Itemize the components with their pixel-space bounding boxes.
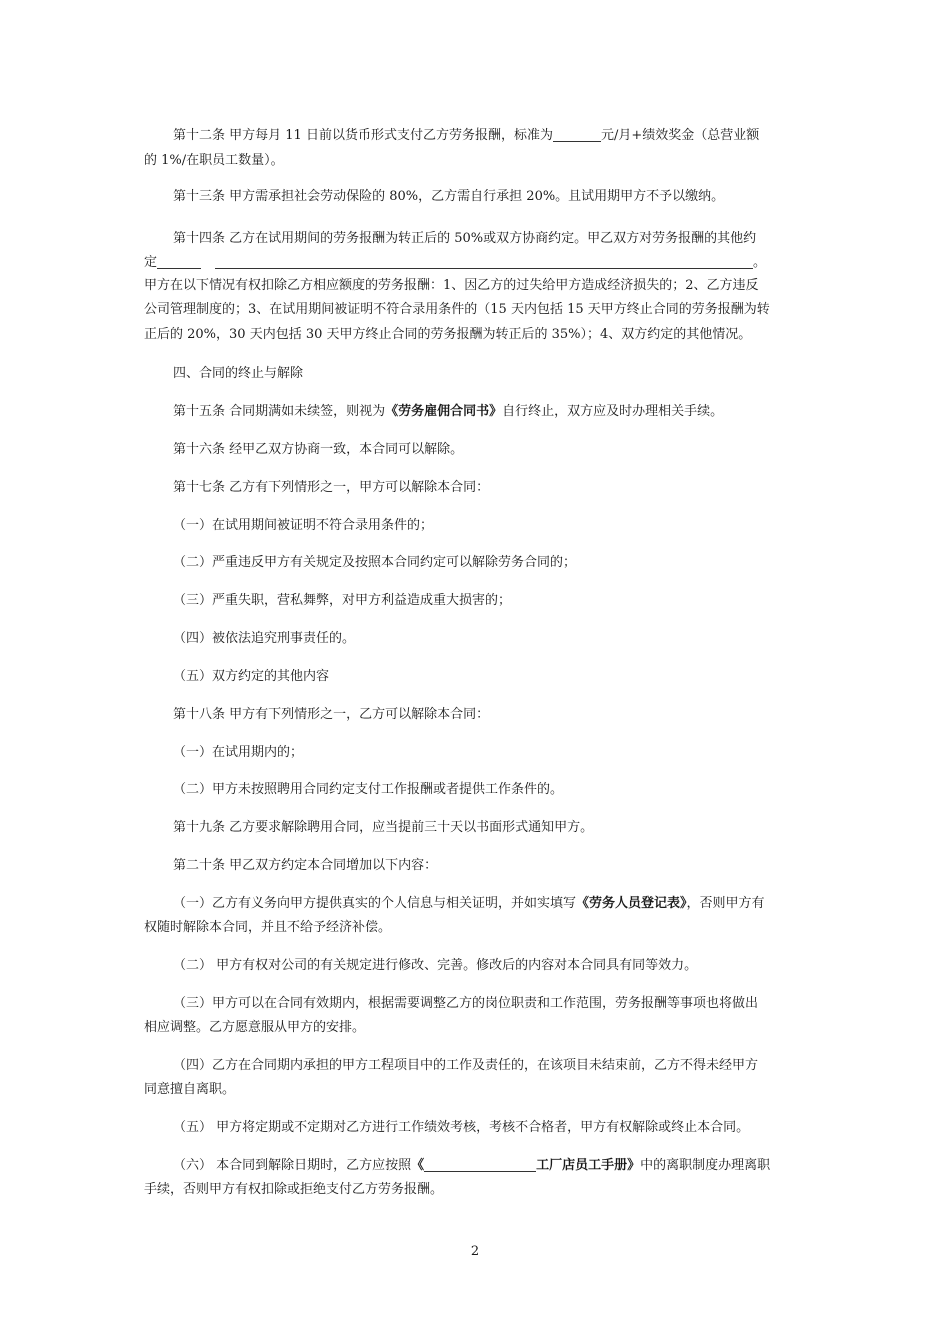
- article-20-item-6-line-2: 手续，否则甲方有权扣除或拒绝支付乙方劳务报酬。: [144, 1182, 444, 1197]
- section-4-heading: 四、合同的终止与解除: [173, 366, 304, 381]
- article-12-line-1: 第十二条 甲方每月 11 日前以货币形式支付乙方劳务报酬，标准为 元/月+绩效奖金（总营业额: [173, 128, 760, 143]
- article-20-item-5: （五） 甲方将定期或不定期对乙方进行工作绩效考核，考核不合格者，甲方有权解除或终止本合同。: [173, 1120, 750, 1135]
- article-20-item-1-line-2: 权随时解除本合同，并且不给予经济补偿。: [144, 920, 392, 935]
- article-20-item-3-line-2: 相应调整。乙方愿意服从甲方的安排。: [144, 1020, 366, 1035]
- article-20-item-2: （二） 甲方有权对公司的有关规定进行修改、完善。修改后的内容对本合同具有同等效力。: [173, 958, 698, 973]
- article-20-item-6-line-1: （六） 本合同到解除日期时，乙方应按照《 工厂店员工手册》中的离职制度办理离职: [173, 1158, 771, 1173]
- article-15: 第十五条 合同期满如未续签，则视为《劳务雇佣合同书》自行终止，双方应及时办理相关手续。: [173, 404, 724, 419]
- article-18-item-2: （二）甲方未按照聘用合同约定支付工作报酬或者提供工作条件的。: [173, 782, 564, 797]
- article-14-line-1: 第十四条 乙方在试用期间的劳务报酬为转正后的 50%或双方协商约定。甲乙双方对劳务报酬的其他约: [173, 231, 757, 246]
- article-13: 第十三条 甲方需承担社会劳动保险的 80%，乙方需自行承担 20%。且试用期甲方不予以缴纳。: [173, 189, 725, 204]
- article-14-line-2: 定 。: [144, 255, 767, 270]
- article-17-item-3: （三）严重失职，营私舞弊，对甲方利益造成重大损害的；: [173, 593, 512, 608]
- article-14-line-4: 公司管理制度的；3、在试用期间被证明不符合录用条件的（15 天内包括 15 天甲方终止合同的劳务报酬为转: [144, 302, 770, 317]
- article-18: 第十八条 甲方有下列情形之一，乙方可以解除本合同：: [173, 707, 490, 722]
- article-20-item-3-line-1: （三）甲方可以在合同有效期内，根据需要调整乙方的岗位职责和工作范围，劳务报酬等事项也将做出: [173, 996, 759, 1011]
- article-17-item-5: （五）双方约定的其他内容: [173, 669, 330, 684]
- agreement-blank-short: [157, 254, 201, 269]
- agreement-blank-end: [707, 254, 753, 269]
- article-19: 第十九条 乙方要求解除聘用合同，应当提前三十天以书面形式通知甲方。: [173, 820, 594, 835]
- article-14-line-3: 甲方在以下情况有权扣除乙方相应额度的劳务报酬：1、因乙方的过失给甲方造成经济损失的；2、乙方违反: [144, 278, 759, 293]
- article-18-item-1: （一）在试用期内的；: [173, 745, 304, 760]
- page-number: 2: [470, 1244, 480, 1259]
- article-20-item-4-line-2: 同意擅自离职。: [144, 1082, 236, 1097]
- article-17-item-4: （四）被依法追究刑事责任的。: [173, 631, 356, 646]
- article-14-line-5: 正后的 20%，30 天内包括 30 天甲方终止合同的劳务报酬为转正后的 35%）；4、双方约定的其他情况。: [144, 327, 752, 342]
- article-17-item-1: （一）在试用期间被证明不符合录用条件的；: [173, 518, 434, 533]
- contract-title: 《劳务雇佣合同书》: [385, 404, 503, 419]
- article-12-line-2: 的 1%/在职员工数量）。: [144, 153, 284, 168]
- handbook-title: 工厂店员工手册》: [536, 1158, 641, 1173]
- article-17-item-2: （二）严重违反甲方有关规定及按照本合同约定可以解除劳务合同的；: [173, 555, 577, 570]
- salary-blank: [553, 127, 601, 142]
- handbook-blank: [424, 1157, 536, 1172]
- article-17: 第十七条 乙方有下列情形之一，甲方可以解除本合同：: [173, 480, 490, 495]
- registration-form-title: 《劳务人员登记表》: [576, 896, 687, 911]
- agreement-blank-long: [215, 254, 707, 269]
- article-20-item-4-line-1: （四）乙方在合同期内承担的甲方工程项目中的工作及责任的，在该项目未结束前，乙方不得未经甲方: [173, 1058, 759, 1073]
- article-16: 第十六条 经甲乙双方协商一致，本合同可以解除。: [173, 442, 464, 457]
- article-20-item-1-line-1: （一）乙方有义务向甲方提供真实的个人信息与相关证明，并如实填写《劳务人员登记表》，否则甲方有: [173, 896, 765, 911]
- article-20: 第二十条 甲乙双方约定本合同增加以下内容：: [173, 858, 438, 873]
